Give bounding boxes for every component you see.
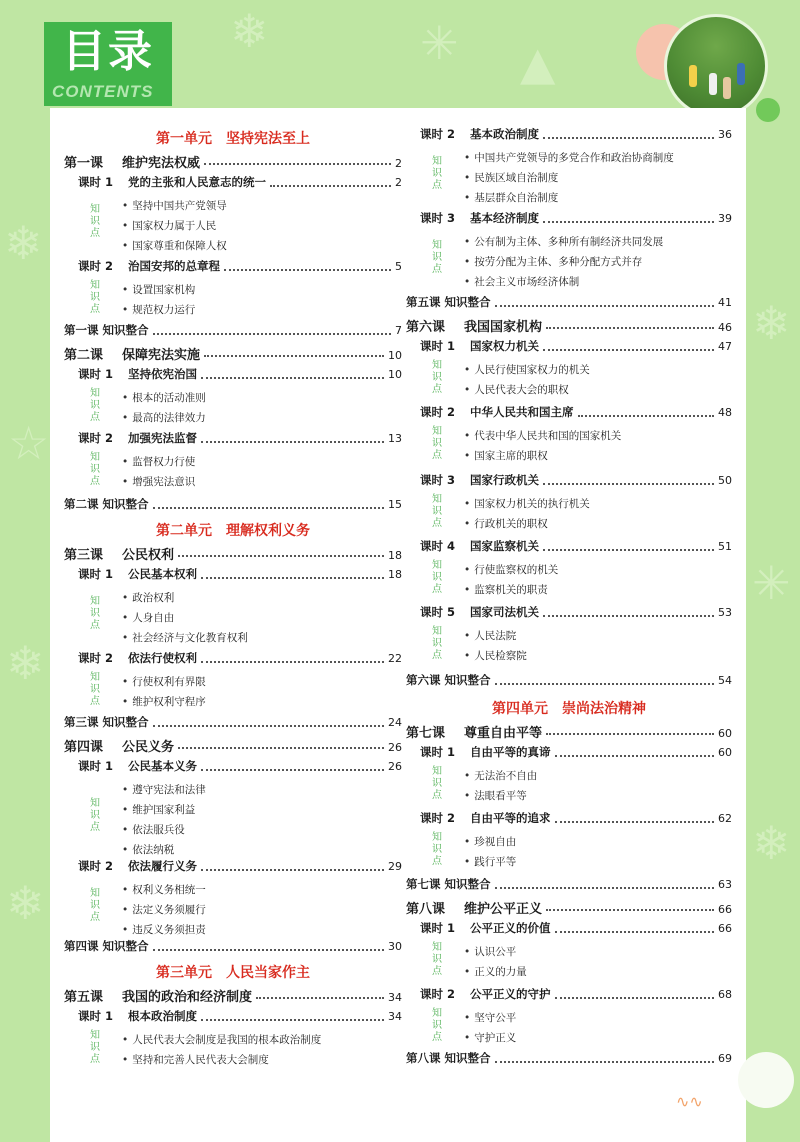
knowledge-point: • 最高的法律效力 [122,410,206,425]
knowledge-point: • 基层群众自治制度 [464,190,558,205]
page-number: 2 [395,176,402,189]
knowledge-point: • 权利义务相统一 [122,882,206,897]
knowledge-point-tag: 知 识 点 [90,1030,100,1065]
knowledge-point-tag: 知 识 点 [90,888,100,923]
page-number: 34 [388,1010,402,1023]
knowledge-point: • 珍视自由 [464,834,516,849]
period-entry[interactable]: 课时 3 国家行政机关 50 [420,473,732,487]
page-number: 48 [718,406,732,419]
knowledge-point: • 人民行使国家权力的机关 [464,362,590,377]
snowflake-decoration: ❄ [4,216,43,270]
page-number: 26 [388,760,402,773]
knowledge-point: • 正义的力量 [464,964,527,979]
green-dot-decoration [756,98,780,122]
page-number: 51 [718,540,732,553]
knowledge-point: • 按劳分配为主体、多种分配方式并存 [464,254,642,269]
knowledge-point: • 国家尊重和保障人权 [122,238,227,253]
lesson-entry[interactable]: 第五课 我国的政治和经济制度 34 [64,990,402,1005]
summary-entry[interactable]: 第六课 知识整合 54 [406,673,732,687]
page-number: 41 [718,296,732,309]
page-number: 18 [388,568,402,581]
knowledge-point: • 无法治不自由 [464,768,537,783]
knowledge-point-tag: 知 识 点 [90,280,100,315]
knowledge-point-tag: 知 识 点 [90,672,100,707]
unit-heading: 第三单元 人民当家作主 [156,965,310,981]
knowledge-point-tag: 知 识 点 [432,626,442,661]
page-number: 24 [388,716,402,729]
page-number: 62 [718,812,732,825]
page-number: 66 [718,922,732,935]
lesson-entry[interactable]: 第七课 尊重自由平等 60 [406,726,732,741]
knowledge-point-tag: 知 识 点 [432,1008,442,1043]
knowledge-point: • 人民检察院 [464,648,527,663]
page-number: 7 [395,324,402,337]
period-entry[interactable]: 课时 3 基本经济制度 39 [420,211,732,225]
period-entry[interactable]: 课时 2 治国安邦的总章程 5 [78,259,402,273]
period-entry[interactable]: 课时 1 公民基本义务 26 [78,759,402,773]
page-number: 15 [388,498,402,511]
page-number: 53 [718,606,732,619]
period-entry[interactable]: 课时 1 公民基本权利 18 [78,567,402,581]
page-number: 29 [388,860,402,873]
squiggle-decoration: ∿∿ [676,1092,703,1111]
knowledge-point: • 依法服兵役 [122,822,185,837]
knowledge-point-tag: 知 识 点 [90,798,100,833]
knowledge-point: • 社会经济与文化教育权利 [122,630,248,645]
summary-entry[interactable]: 第五课 知识整合 41 [406,295,732,309]
period-entry[interactable]: 课时 2 公平正义的守护 68 [420,987,732,1001]
lesson-entry[interactable]: 第三课 公民权利 18 [64,548,402,563]
toc-card [50,108,746,1142]
page-subtitle: CONTENTS [52,82,154,101]
knowledge-point: • 人民法院 [464,628,516,643]
page-number: 26 [388,741,402,754]
knowledge-point: • 认识公平 [464,944,516,959]
knowledge-point-tag: 知 识 点 [432,560,442,595]
knowledge-point: • 维护国家利益 [122,802,195,817]
period-entry[interactable]: 课时 2 依法行使权利 22 [78,651,402,665]
knowledge-point-tag: 知 识 点 [432,766,442,801]
knowledge-point: • 法定义务须履行 [122,902,206,917]
star-decoration: ☆ [8,416,50,470]
knowledge-point: • 依法纳税 [122,842,174,857]
page-number: 46 [718,321,732,334]
period-entry[interactable]: 课时 1 坚持依宪治国 10 [78,367,402,381]
summary-entry[interactable]: 第八课 知识整合 69 [406,1051,732,1065]
unit-heading: 第二单元 理解权利义务 [156,523,310,539]
summary-entry[interactable]: 第一课 知识整合 7 [64,323,402,337]
knowledge-point-tag: 知 识 点 [90,452,100,487]
period-entry[interactable]: 课时 1 自由平等的真谛 60 [420,745,732,759]
snowflake-decoration: ❄ [752,296,791,350]
summary-entry[interactable]: 第三课 知识整合 24 [64,715,402,729]
knowledge-point: • 坚持和完善人民代表大会制度 [122,1052,269,1067]
knowledge-point-tag: 知 识 点 [432,360,442,395]
lesson-entry[interactable]: 第一课 维护宪法权威 2 [64,156,402,171]
period-entry[interactable]: 课时 5 国家司法机关 53 [420,605,732,619]
knowledge-point-tag: 知 识 点 [432,426,442,461]
tree-decoration: ▲ [520,36,556,90]
knowledge-point: • 人民代表大会制度是我国的根本政治制度 [122,1032,321,1047]
knowledge-point: • 中国共产党领导的多党合作和政治协商制度 [464,150,674,165]
page-number: 50 [718,474,732,487]
knowledge-point: • 违反义务须担责 [122,922,206,937]
knowledge-point: • 遵守宪法和法律 [122,782,206,797]
page-number: 36 [718,128,732,141]
knowledge-point: • 行政机关的职权 [464,516,548,531]
summary-entry[interactable]: 第七课 知识整合 63 [406,877,732,891]
period-entry[interactable]: 课时 2 基本政治制度 36 [420,127,732,141]
page-title: 目录 [62,26,154,77]
knowledge-point: • 规范权力运行 [122,302,195,317]
snowflake-decoration: ✳ [752,556,791,610]
period-entry[interactable]: 课时 4 国家监察机关 51 [420,539,732,553]
page-number: 34 [388,991,402,1004]
page-number: 10 [388,349,402,362]
knowledge-point: • 设置国家机构 [122,282,195,297]
page-number: 18 [388,549,402,562]
snowflake-decoration: ❄ [752,816,791,870]
knowledge-point: • 行使权利有界限 [122,674,206,689]
knowledge-point: • 人身自由 [122,610,174,625]
page-number: 47 [718,340,732,353]
knowledge-point: • 国家主席的职权 [464,448,548,463]
period-entry[interactable]: 课时 2 中华人民共和国主席 48 [420,405,732,419]
knowledge-point: • 守护正义 [464,1030,516,1045]
page-number: 5 [395,260,402,273]
knowledge-point: • 践行平等 [464,854,516,869]
knowledge-point: • 社会主义市场经济体制 [464,274,579,289]
unit-heading: 第四单元 崇尚法治精神 [492,701,646,717]
knowledge-point-tag: 知 识 点 [432,494,442,529]
knowledge-point: • 法眼看平等 [464,788,527,803]
knowledge-point: • 政治权利 [122,590,174,605]
knowledge-point: • 行使监察权的机关 [464,562,558,577]
summary-entry[interactable]: 第二课 知识整合 15 [64,497,402,511]
knowledge-point-tag: 知 识 点 [90,388,100,423]
snowflake-decoration: ❄ [6,876,45,930]
knowledge-point: • 监督权力行使 [122,454,195,469]
knowledge-point-tag: 知 识 点 [432,832,442,867]
knowledge-point-tag: 知 识 点 [432,156,442,191]
period-entry[interactable]: 课时 2 自由平等的追求 62 [420,811,732,825]
knowledge-point: • 国家权力属于人民 [122,218,216,233]
page-number: 30 [388,940,402,953]
knowledge-point: • 维护权利守程序 [122,694,206,709]
lesson-entry[interactable]: 第二课 保障宪法实施 10 [64,348,402,363]
page-number: 68 [718,988,732,1001]
unit-heading: 第一单元 坚持宪法至上 [156,131,310,147]
page-number: 2 [395,157,402,170]
knowledge-point: • 人民代表大会的职权 [464,382,569,397]
page-number: 63 [718,878,732,891]
knowledge-point-tag: 知 识 点 [90,596,100,631]
page-number: 22 [388,652,402,665]
page-number: 69 [718,1052,732,1065]
knowledge-point: • 代表中华人民共和国的国家机关 [464,428,621,443]
page-number: 10 [388,368,402,381]
knowledge-point: • 根本的活动准则 [122,390,206,405]
page-number: 13 [388,432,402,445]
knowledge-point-tag: 知 识 点 [432,942,442,977]
knowledge-point: • 国家权力机关的执行机关 [464,496,590,511]
page-number: 39 [718,212,732,225]
lesson-entry[interactable]: 第六课 我国国家机构 46 [406,320,732,335]
knowledge-point: • 监察机关的职责 [464,582,548,597]
contents-title-tab [44,22,172,106]
summary-entry[interactable]: 第四课 知识整合 30 [64,939,402,953]
snowflake-decoration: ❄ [230,4,269,58]
page-number: 54 [718,674,732,687]
knowledge-point-tag: 知 识 点 [90,204,100,239]
white-circle-decoration [738,1052,794,1108]
snowflake-decoration: ✳ [420,16,459,70]
period-entry[interactable]: 课时 2 依法履行义务 29 [78,859,402,873]
knowledge-point: • 坚守公平 [464,1010,516,1025]
page-number: 66 [718,903,732,916]
children-photo [664,14,768,118]
knowledge-point: • 增强宪法意识 [122,474,195,489]
knowledge-point-tag: 知 识 点 [432,240,442,275]
period-entry[interactable]: 课时 1 公平正义的价值 66 [420,921,732,935]
knowledge-point: • 公有制为主体、多种所有制经济共同发展 [464,234,663,249]
lesson-entry[interactable]: 第八课 维护公平正义 66 [406,902,732,917]
page-number: 60 [718,727,732,740]
period-entry[interactable]: 课时 1 国家权力机关 47 [420,339,732,353]
period-entry[interactable]: 课时 1 根本政治制度 34 [78,1009,402,1023]
page-number: 60 [718,746,732,759]
period-entry[interactable]: 课时 1 党的主张和人民意志的统一 2 [78,175,402,189]
knowledge-point: • 坚持中国共产党领导 [122,198,227,213]
period-entry[interactable]: 课时 2 加强宪法监督 13 [78,431,402,445]
lesson-entry[interactable]: 第四课 公民义务 26 [64,740,402,755]
snowflake-decoration: ❄ [6,636,45,690]
knowledge-point: • 民族区域自治制度 [464,170,558,185]
